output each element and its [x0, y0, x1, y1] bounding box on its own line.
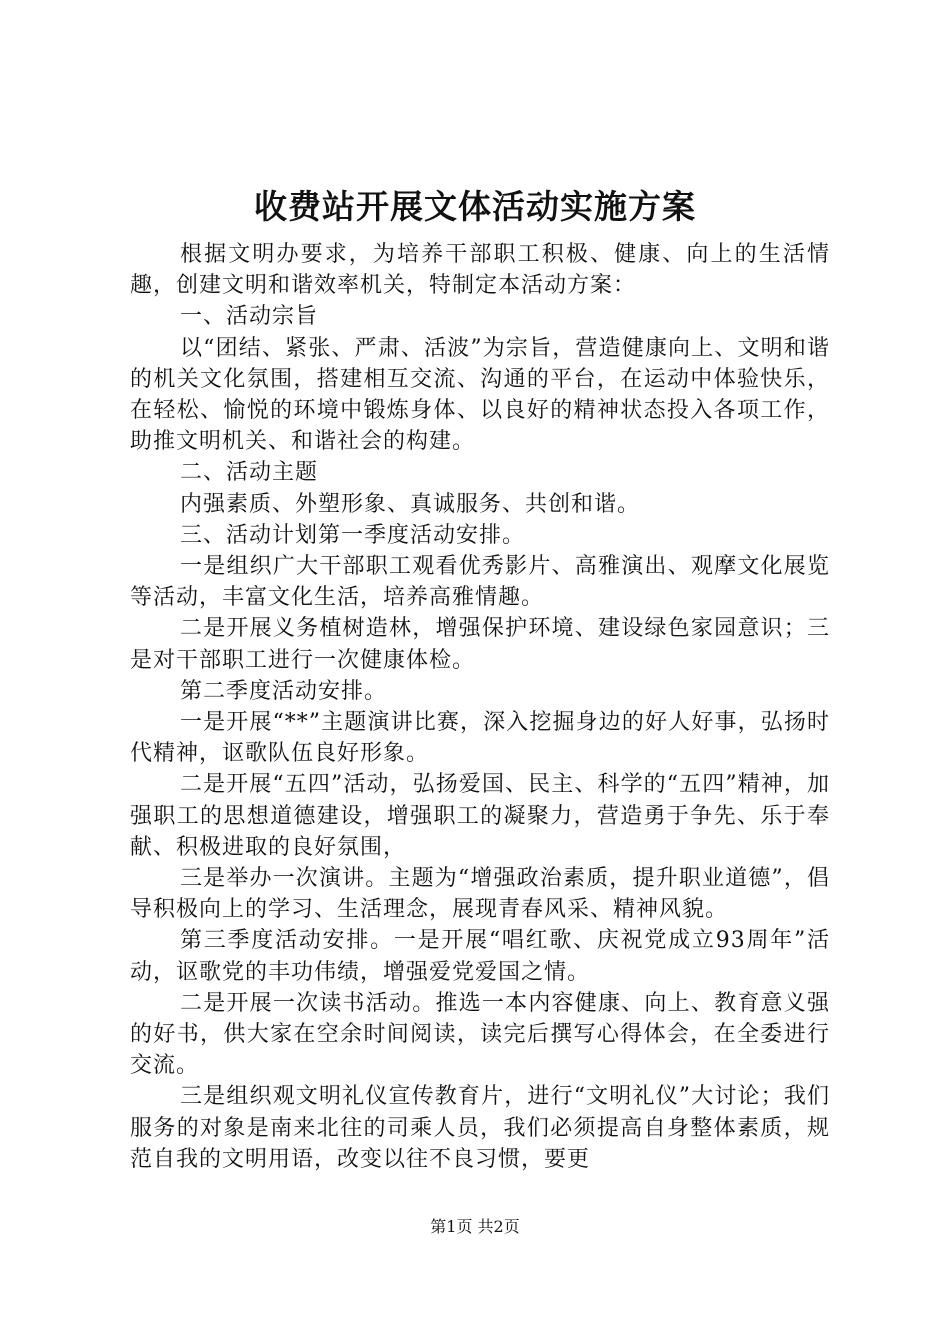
q1-item-1: 一是组织广大干部职工观看优秀影片、高雅演出、观摩文化展览等活动，丰富文化生活，培养高雅情趣。 [130, 554, 830, 611]
section-heading-plan: 三、活动计划第一季度活动安排。 [180, 522, 526, 548]
purpose-paragraph: 以“团结、紧张、严肃、活波”为宗旨，营造健康向上、文明和谐的机关文化氛围，搭建相互交流、沟通的平台，在运动中体验快乐，在轻松、愉悦的环境中锻炼身体、以良好的精神状态投入各项工作，助推文明机关、和谐社会的构建。 [130, 335, 830, 455]
section-heading-purpose: 一、活动宗旨 [180, 304, 319, 330]
q3-heading-item-1: 第三季度活动安排。一是开展“唱红歌、庆祝党成立93周年”活动，讴歌党的丰功伟绩，增强爱党爱国之情。 [130, 928, 830, 985]
q3-item-2: 二是开展一次读书活动。推选一本内容健康、向上、教育意义强的好书，供大家在空余时间阅读，读完后撰写心得体会，在全委进行交流。 [130, 990, 830, 1079]
q2-heading: 第二季度活动安排。 [180, 678, 388, 704]
q3-item-3: 三是组织观文明礼仪宣传教育片，进行“文明礼仪”大讨论；我们服务的对象是南来北往的司乘人员，我们必须提高自身整体素质，规范自我的文明用语，改变以往不良习惯，要更 [130, 1084, 830, 1172]
theme-paragraph: 内强素质、外塑形象、真诚服务、共创和谐。 [180, 491, 641, 517]
q1-item-2-3: 二是开展义务植树造林，增强保护环境、建设绿色家园意识；三是对干部职工进行一次健康体检。 [130, 616, 830, 673]
document-body [130, 239, 830, 1175]
page-footer: 第1页 共2页 [430, 1217, 520, 1236]
document-title: 收费站开展文体活动实施方案 [254, 187, 696, 226]
intro-paragraph: 根据文明办要求，为培养干部职工积极、健康、向上的生活情趣，创建文明和谐效率机关，特制定本活动方案： [130, 242, 830, 299]
q2-item-2: 二是开展“五四”活动，弘扬爱国、民主、科学的“五四”精神，加强职工的思想道德建设，增强职工的凝聚力，营造勇于争先、乐于奉献、积极进取的良好氛围， [130, 772, 830, 860]
q2-item-3: 三是举办一次演讲。主题为“增强政治素质，提升职业道德”，倡导积极向上的学习、生活理念，展现青春风采、精神风貌。 [130, 866, 830, 923]
q2-item-1: 一是开展“**”主题演讲比赛，深入挖掘身边的好人好事，弘扬时代精神，讴歌队伍良好形象。 [130, 710, 830, 767]
section-heading-theme: 二、活动主题 [180, 460, 319, 486]
